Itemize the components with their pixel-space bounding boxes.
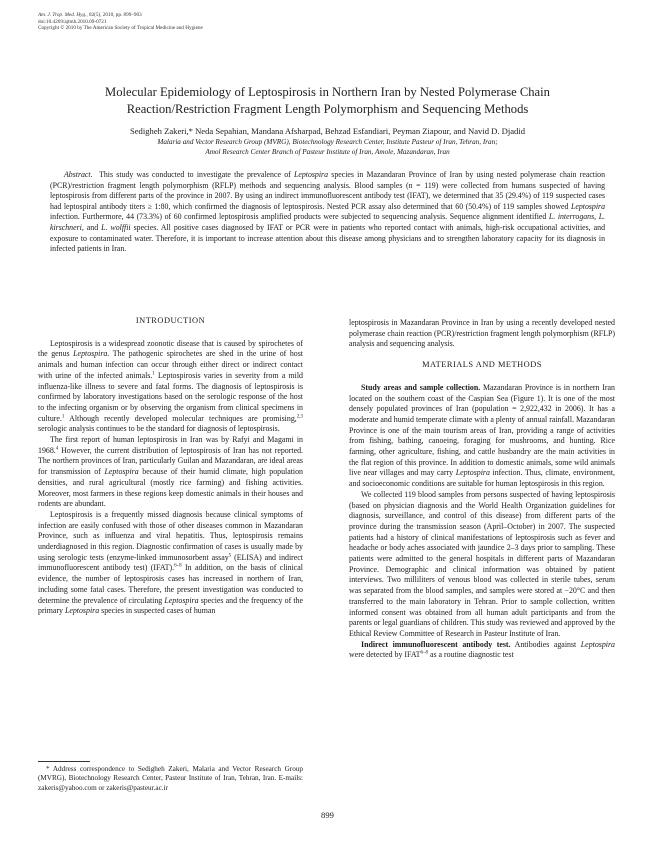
methods-paragraph-1 xyxy=(349,383,615,490)
text: In addition, on the basis of clinical evidence, the number of leptospirosis cases has increased in northern of Iran, including some fatal cases. Therefore, the present investigation was conducted to determine the prevalence of circulating xyxy=(38,563,303,605)
journal-volume-pages: , 82(5), 2010, pp. 899–903 xyxy=(86,12,142,18)
citation: 6–8 xyxy=(174,563,182,569)
affiliation-2: Amol Research Center Branch of Pasteur Institute of Iran, Amole, Mazandaran, Iran xyxy=(205,147,450,156)
abstract-species: L. kirschneri xyxy=(50,212,606,232)
abstract-species: L. interrogans xyxy=(548,212,595,222)
text: However, the current distribution of leptospirosis of Iran has not reported. The northern provinces of Iran, particularly Guilan and Mazandaran, are ideal areas for transmission of xyxy=(38,445,303,477)
abstract-genus: Leptospira xyxy=(294,170,328,179)
citation: 4 xyxy=(55,446,59,452)
genus: Leptospira xyxy=(104,467,139,477)
text: The first report of human leptospirosis in Iran was by Rafyi and Magami in 1968. xyxy=(38,435,303,455)
title-line-2: Reaction/Restriction Fragment Length Polymorphism and Sequencing Methods xyxy=(126,102,529,116)
text: species and the frequency of the primary xyxy=(38,595,303,616)
affiliations xyxy=(40,138,615,157)
genus: Leptospira xyxy=(455,468,490,478)
left-column xyxy=(38,316,303,617)
abstract-label: Abstract. xyxy=(64,170,93,179)
citation: 1 xyxy=(152,371,155,377)
methods-paragraph-2: We collected 119 blood samples from persons suspected of having leptospirosis (based on physician diagnosis and the World Health Organization guidelines for diagnosis, surveillance, and control of this disease) from different parts of the province during the transmission season (April–October) in 2007. The suspected patients had a history of clinical manifestations of leptospirosis such as fever and headache or body aches associated with jaundice 2–3 days prior to sampling. These patients were admitted to the general hospitals in different parts of Mazandaran Province. Demographic and clinical information was obtained by patient interviews. Two milliliters of venous blood was collected in sterile tubes, serum was separated from the blood samples, and samples were stored at −20°C and then transferred to the main laboratory in Tehran. Prior to sample collection, written informed consent was obtained from all human adult participants and from the parents or legal guardians of children. This study was reviewed and approved by the Ethical Review Committee of Research in Pasteur Institute of Iran. xyxy=(349,489,615,638)
citation: 2,3 xyxy=(296,414,303,419)
abstract-genus: Leptospira xyxy=(571,201,605,211)
affiliation-1: Malaria and Vector Research Group (MVRG), Biotechnology Research Center, Institute Pasteur of Iran, Tehran, Iran; xyxy=(157,138,498,146)
text: Antibodies against xyxy=(510,639,581,649)
intro-paragraph-2 xyxy=(38,435,303,510)
text: Leptospirosis is a frequently missed diagnosis because clinical symptoms of infection are easily confused with those of other diseases common in Mazandaran Province, such as influenza and viral hepatitis. Thus, leptospirosis remains underdiagnosed in this region. Diagnostic confirmation of cases is usually made by using serologic tests (enzyme-linked immunosorbent assay xyxy=(38,509,303,562)
methods-paragraph-3 xyxy=(349,640,615,661)
genus: Leptospira xyxy=(580,639,615,649)
text: because of their humid climate, high population densities, and rural agricultural (mostly rice farming) and fishing activities. Moreover, most farmers in these regions keep domestic animals in their houses and rodents are abundant. xyxy=(38,467,303,509)
copyright: Copyright © 2010 by The American Society of Tropical Medicine and Hygiene xyxy=(38,25,203,32)
text: were detected by IFAT xyxy=(349,650,421,660)
genus: Leptospira xyxy=(64,606,100,616)
right-column xyxy=(349,318,615,661)
journal-name: Am. J. Trop. Med. Hyg. xyxy=(38,12,87,18)
footnote-divider xyxy=(38,761,90,762)
section-heading-methods: MATERIALS AND METHODS xyxy=(422,360,542,370)
citation: 1 xyxy=(61,414,65,419)
text: infection. Thus, climate, environment, and socioeconomic conditions are suitable for human leptospirosis in this region. xyxy=(349,468,615,489)
text: Mazandaran Province is in northern Iran located on the southern coast of the Caspian Sea (Figure 1). It is one of the most densely populated provinces of Iran (population = 2,922,432 in 2006). It has a moderate and humid temperate climate with a plenty of annual rainfall. Mazandaran Province is one of the main tourism areas of Iran, providing a range of activities from fishing, bathing, canoeing, foraging for mushrooms, and hunting. Rice farming, other agriculture, fishing, and cattle husbandry are the main activities in the flat region of this province. In addition to domestic animals, some wild animals live near villages and may carry xyxy=(349,382,615,478)
text: The pathogenic spirochetes are shed in the urine of host animals and human infection can occur through either direct or indirect contact with urine of the infected animals. xyxy=(38,349,303,380)
text: serologic analysis continues to be the standard for diagnosis of leptospirosis. xyxy=(38,424,280,434)
intro-continuation: leptospirosis in Mazandaran Province in Iran by using a recently developed nested polymerase chain reaction (PCR)/restriction fragment length polymorphism (RFLP) analysis and sequencing analysis. xyxy=(349,318,615,349)
abstract-text: species in Mazandaran Province of Iran by using nested polymerase chain reaction (PCR)/restriction fragment length polymorphism (RFLP) methods and sequencing analysis. Blood samples (n = 119) were collected from humans suspected of having leptospirosis from different parts of the province in 2007. By using an indirect immunofluorescent antibody test (IFAT), we determined that 35 (29.4%) of 119 suspected cases had leptospiral antibody titers ≥ 1:80, which confirmed the diagnosis of leptospirosis. Nested PCR assay also determined that 60 (50.4%) of 119 samples showed xyxy=(50,170,605,211)
citation: 6–8 xyxy=(420,650,428,656)
subsection-heading-ifat: Indirect immunofluorescent antibody test. xyxy=(361,639,511,649)
abstract-text: This study was conducted to investigate the prevalence of xyxy=(99,170,294,179)
text: species in suspected cases of human xyxy=(99,606,216,616)
section-heading-introduction: INTRODUCTION xyxy=(135,316,206,325)
abstract-text: , xyxy=(594,212,599,222)
abstract xyxy=(50,170,605,255)
abstract-text: , and xyxy=(81,222,102,232)
intro-paragraph-3 xyxy=(38,510,303,617)
abstract-text: infection. Furthermore, 44 (73.3%) of 60 confirmed leptospirosis amplified products were subjected to sequencing analysis. Sequence alignment identified xyxy=(50,212,549,222)
correspondence-footnote: * Address correspondence to Sedigheh Zakeri, Malaria and Vector Research Group (MVRG), Biotechnology Research Center, Pasteur Institute of Iran, Tehran, Iran. E-mails: zakeris@yahoo.com or zakeris@pasteur.ac.ir xyxy=(38,765,303,792)
intro-paragraph-1 xyxy=(38,339,303,435)
authors: Sedigheh Zakeri,* Neda Sepahian, Mandana Afsharpad, Behzad Esfandiari, Peyman Ziapour, and Navid D. Djadid xyxy=(129,126,526,136)
genus: Leptospira xyxy=(164,595,199,605)
abstract-species: L. wolffii xyxy=(101,222,131,232)
genus: Leptospira. xyxy=(73,349,110,359)
text: (ELISA) and indirect immunofluorescent antibody test) (IFAT). xyxy=(38,552,303,573)
article-title xyxy=(60,84,595,118)
abstract-text: species. All positive cases diagnosed by IFAT or PCR were in patients who reported contact with animals, high-risk occupational activities, and exposure to contaminated water. Therefore, it is important to increase attention about this disease among physicians and to strengthen laboratory capacity for its diagnosis in infected patients in Iran. xyxy=(50,222,605,254)
text: Leptospirosis varies in severity from a mild influenza-like illness to severe and fatal forms. The diagnosis of leptospirosis is confirmed by laboratory investigations based on the serologic response of the host to the infecting organism or by observing the organism from clinical specimens in culture. xyxy=(38,370,304,423)
text: as a routine diagnostic test xyxy=(428,650,514,660)
citation: 5 xyxy=(228,553,232,559)
text: Leptospirosis is a widespread zoonotic disease that is caused by spirochetes of the genus xyxy=(38,338,303,359)
title-line-1: Molecular Epidemiology of Leptospirosis in Northern Iran by Nested Polymerase Chain xyxy=(105,85,550,99)
text: Although recently developed molecular techniques are promising, xyxy=(64,413,297,423)
journal-header xyxy=(38,12,203,32)
page-number: 899 xyxy=(321,810,334,820)
subsection-heading-study-areas: Study areas and sample collection. xyxy=(361,382,481,392)
doi: doi:10.4269/ajtmh.2010.09-0721 xyxy=(38,18,107,25)
